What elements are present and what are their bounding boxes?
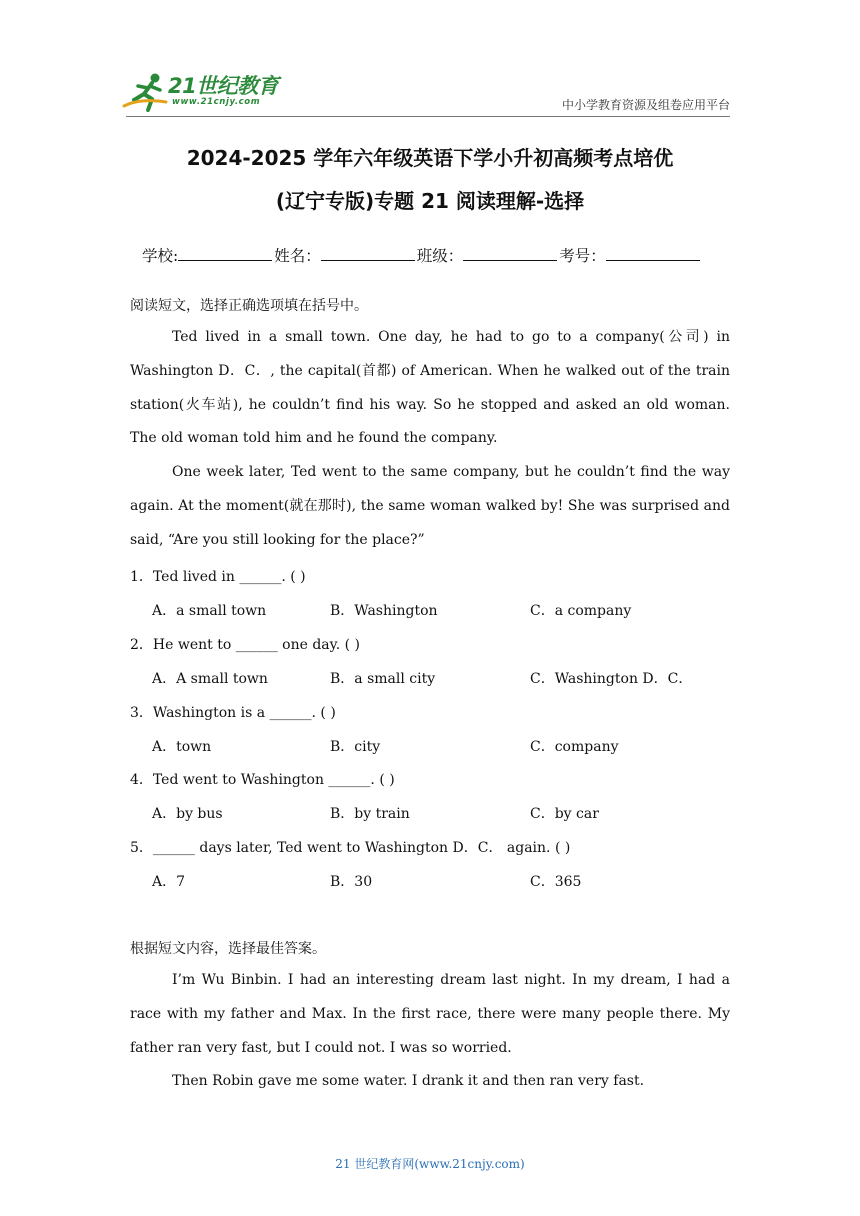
school-blank[interactable] — [178, 246, 272, 261]
question-4: 4．Ted went to Washington ______. ( ) — [130, 772, 395, 788]
page-title-line1: 2024-2025 学年六年级英语下学小升初高频考点培优 — [186, 146, 674, 170]
q5-option-c[interactable]: C．365 — [530, 874, 582, 890]
section1-passage — [130, 321, 730, 558]
platform-name: 中小学教育资源及组卷应用平台 — [561, 98, 730, 112]
student-info-line — [142, 244, 702, 266]
section1-paragraph-2: One week later, Ted went to the same company, but he couldn’t find the way again. At the moment(就在那时), the same woman walked by! She was surprised and said, “Are you still looking for the place?” — [130, 464, 730, 548]
class-blank[interactable] — [463, 246, 557, 261]
q4-option-c[interactable]: C．by car — [530, 806, 599, 822]
header-divider — [126, 116, 730, 117]
page-footer[interactable]: 21 世纪教育网(www.21cnjy.com) — [335, 1157, 525, 1171]
q1-option-a[interactable]: A．a small town — [152, 603, 267, 619]
question-2: 2．He went to ______ one day. ( ) — [130, 637, 360, 653]
section1-instruction: 阅读短文，选择正确选项填在括号中。 — [130, 298, 368, 314]
logo-text: 21世纪教育 — [168, 74, 279, 98]
page-title-line2: (辽宁专版)专题 21 阅读理解-选择 — [275, 189, 585, 213]
section2-paragraph-1: I’m Wu Binbin. I had an interesting dream last night. In my dream, I had a race with my father and Max. In the first race, there were many people there. My father ran very fast, but I could not. I was so worried. — [130, 972, 730, 1056]
q3-option-c[interactable]: C．company — [530, 739, 619, 755]
q5-option-b[interactable]: B．30 — [330, 874, 373, 890]
school-label: 学校: — [142, 247, 179, 265]
q5-option-a[interactable]: A．7 — [152, 874, 186, 890]
number-blank[interactable] — [606, 246, 700, 261]
q2-option-a[interactable]: A．A small town — [152, 671, 268, 687]
q2-option-b[interactable]: B．a small city — [330, 671, 436, 687]
name-blank[interactable] — [321, 246, 415, 261]
section2-passage — [130, 964, 730, 1099]
section1-paragraph-1: Ted lived in a small town. One day, he had to go to a company(公司) in Washington D．C．, the capital(首都) of American. When he walked out of the train station(火车站), he couldn’t find his way. So he stopped and asked an old woman. The old woman told him and he found the company. — [130, 329, 730, 447]
q3-option-a[interactable]: A．town — [152, 739, 212, 755]
name-label: 姓名： — [274, 247, 321, 265]
number-label: 考号： — [559, 247, 606, 265]
site-logo — [122, 70, 290, 114]
section2-instruction: 根据短文内容，选择最佳答案。 — [130, 941, 326, 957]
question-1: 1．Ted lived in ______. ( ) — [130, 569, 306, 585]
q1-option-c[interactable]: C．a company — [530, 603, 632, 619]
q2-option-c[interactable]: C．Washington D．C． — [530, 671, 693, 687]
question-5: 5．______ days later, Ted went to Washington D．C． again. ( ) — [130, 840, 571, 856]
q4-option-b[interactable]: B．by train — [330, 806, 410, 822]
q4-option-a[interactable]: A．by bus — [152, 806, 223, 822]
question-3: 3．Washington is a ______. ( ) — [130, 705, 336, 721]
q3-option-b[interactable]: B．city — [330, 739, 381, 755]
class-label: 班级： — [416, 247, 464, 265]
q1-option-b[interactable]: B．Washington — [330, 603, 438, 619]
running-man-icon — [122, 72, 170, 112]
section2-paragraph-2: Then Robin gave me some water. I drank it and then ran very fast. — [172, 1073, 645, 1090]
logo-url: www.21cnjy.com — [172, 97, 261, 107]
